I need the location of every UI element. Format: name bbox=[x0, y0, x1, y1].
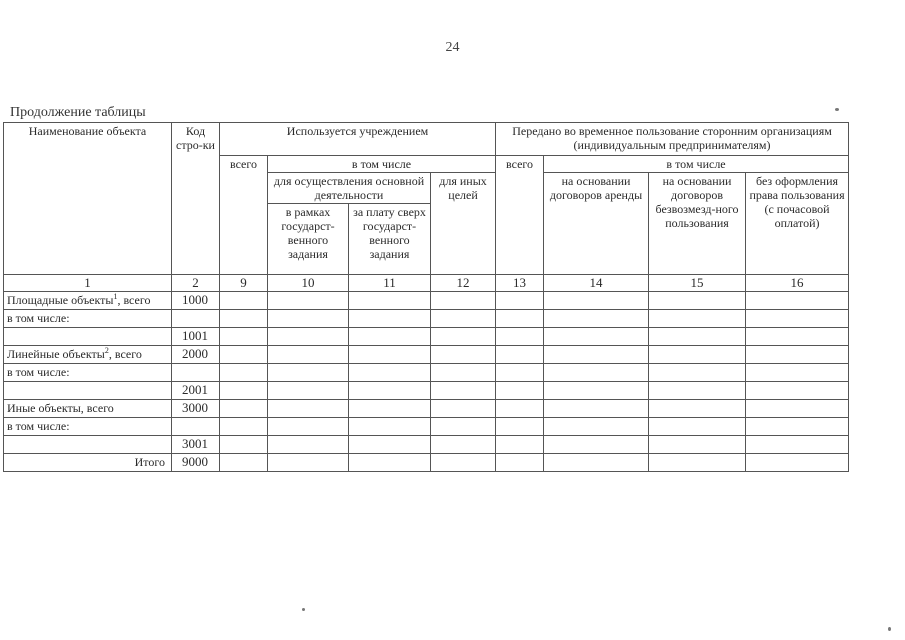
value-cell bbox=[544, 310, 649, 328]
value-cell bbox=[431, 346, 496, 364]
value-cell bbox=[496, 454, 544, 472]
header-total-transferred: всего bbox=[496, 156, 544, 275]
table-row bbox=[4, 418, 849, 436]
value-cell bbox=[496, 436, 544, 454]
table-row bbox=[4, 310, 849, 328]
value-cell bbox=[746, 436, 849, 454]
row-code: 3000 bbox=[172, 400, 220, 418]
value-cell bbox=[544, 454, 649, 472]
column-number: 15 bbox=[649, 275, 746, 292]
value-cell bbox=[496, 400, 544, 418]
table-row bbox=[4, 382, 849, 400]
value-cell bbox=[746, 346, 849, 364]
row-name-suffix: , всего bbox=[117, 293, 151, 307]
value-cell bbox=[431, 292, 496, 310]
table-row bbox=[4, 400, 849, 418]
row-name-text: Иные объекты, всего bbox=[7, 401, 114, 415]
header-state-assignment: в рамках государст-венного задания bbox=[268, 204, 349, 275]
scan-speck bbox=[835, 108, 839, 111]
footnote-mark: 1 bbox=[113, 292, 118, 301]
value-cell bbox=[268, 310, 349, 328]
scan-speck bbox=[302, 608, 305, 611]
row-name-text: Линейные объекты bbox=[7, 347, 105, 361]
value-cell bbox=[649, 382, 746, 400]
value-cell bbox=[544, 436, 649, 454]
report-table bbox=[3, 122, 849, 472]
header-including-transferred: в том числе bbox=[544, 156, 849, 173]
value-cell bbox=[220, 436, 268, 454]
value-cell bbox=[220, 310, 268, 328]
value-cell bbox=[544, 400, 649, 418]
header-code: Код стро-ки bbox=[172, 123, 220, 275]
header-used-by-institution: Используется учреждением bbox=[220, 123, 496, 156]
value-cell bbox=[349, 400, 431, 418]
value-cell bbox=[649, 328, 746, 346]
row-code bbox=[172, 310, 220, 328]
row-name bbox=[4, 364, 172, 382]
value-cell bbox=[268, 292, 349, 310]
row-code: 1000 bbox=[172, 292, 220, 310]
row-name bbox=[4, 292, 172, 310]
row-name-text: Площадные объекты bbox=[7, 293, 114, 307]
page-number: 24 bbox=[445, 40, 460, 55]
column-number: 14 bbox=[544, 275, 649, 292]
value-cell bbox=[220, 328, 268, 346]
value-cell bbox=[544, 292, 649, 310]
value-cell bbox=[431, 418, 496, 436]
table-row bbox=[4, 292, 849, 310]
value-cell bbox=[349, 418, 431, 436]
row-name-text: Итого bbox=[134, 455, 165, 469]
value-cell bbox=[496, 364, 544, 382]
row-name bbox=[4, 310, 172, 328]
value-cell bbox=[220, 346, 268, 364]
table-body bbox=[4, 292, 849, 472]
value-cell bbox=[544, 418, 649, 436]
header-total-used: всего bbox=[220, 156, 268, 275]
value-cell bbox=[649, 436, 746, 454]
footnote-mark: 2 bbox=[104, 346, 109, 355]
row-name bbox=[4, 436, 172, 454]
value-cell bbox=[746, 454, 849, 472]
value-cell bbox=[496, 382, 544, 400]
value-cell bbox=[268, 364, 349, 382]
header-free-use: на основании договоров безвозмезд-ного пользования bbox=[649, 173, 746, 275]
value-cell bbox=[220, 382, 268, 400]
value-cell bbox=[349, 382, 431, 400]
row-code bbox=[172, 418, 220, 436]
column-number-row bbox=[4, 275, 849, 292]
value-cell bbox=[746, 400, 849, 418]
value-cell bbox=[431, 436, 496, 454]
column-number: 9 bbox=[220, 275, 268, 292]
table-row bbox=[4, 436, 849, 454]
value-cell bbox=[268, 346, 349, 364]
value-cell bbox=[746, 364, 849, 382]
header-main-activity: для осуществления основной деятельности bbox=[268, 173, 431, 204]
value-cell bbox=[349, 310, 431, 328]
value-cell bbox=[544, 382, 649, 400]
row-name bbox=[4, 418, 172, 436]
row-name-suffix: , всего bbox=[108, 347, 142, 361]
row-code: 2000 bbox=[172, 346, 220, 364]
value-cell bbox=[431, 364, 496, 382]
column-number: 1 bbox=[4, 275, 172, 292]
value-cell bbox=[431, 310, 496, 328]
value-cell bbox=[496, 328, 544, 346]
header-lease: на основании договоров аренды bbox=[544, 173, 649, 275]
row-code: 1001 bbox=[172, 328, 220, 346]
header-transferred: Передано во временное пользование сторонним организациям (индивидуальным предпринимателям) bbox=[496, 123, 849, 156]
value-cell bbox=[544, 364, 649, 382]
row-name bbox=[4, 400, 172, 418]
value-cell bbox=[431, 382, 496, 400]
value-cell bbox=[649, 364, 746, 382]
row-name bbox=[4, 382, 172, 400]
value-cell bbox=[220, 418, 268, 436]
value-cell bbox=[746, 418, 849, 436]
row-code: 3001 bbox=[172, 436, 220, 454]
value-cell bbox=[268, 400, 349, 418]
value-cell bbox=[431, 400, 496, 418]
header-other-purposes: для иных целей bbox=[431, 173, 496, 275]
column-number: 11 bbox=[349, 275, 431, 292]
total-row bbox=[4, 454, 849, 472]
value-cell bbox=[544, 328, 649, 346]
value-cell bbox=[746, 292, 849, 310]
value-cell bbox=[220, 400, 268, 418]
value-cell bbox=[268, 418, 349, 436]
value-cell bbox=[746, 382, 849, 400]
value-cell bbox=[431, 328, 496, 346]
table-row bbox=[4, 364, 849, 382]
row-name-text: в том числе: bbox=[7, 419, 70, 433]
value-cell bbox=[349, 346, 431, 364]
table-caption: Продолжение таблицы bbox=[10, 105, 146, 120]
scan-speck bbox=[888, 627, 891, 631]
column-number: 16 bbox=[746, 275, 849, 292]
value-cell bbox=[649, 292, 746, 310]
table-row bbox=[4, 346, 849, 364]
value-cell bbox=[649, 454, 746, 472]
value-cell bbox=[268, 436, 349, 454]
value-cell bbox=[649, 418, 746, 436]
table-row bbox=[4, 328, 849, 346]
value-cell bbox=[349, 454, 431, 472]
value-cell bbox=[268, 382, 349, 400]
value-cell bbox=[268, 328, 349, 346]
column-number: 2 bbox=[172, 275, 220, 292]
header-name: Наименование объекта bbox=[4, 123, 172, 275]
value-cell bbox=[496, 292, 544, 310]
value-cell bbox=[649, 310, 746, 328]
value-cell bbox=[544, 346, 649, 364]
value-cell bbox=[349, 328, 431, 346]
row-name-text: в том числе: bbox=[7, 311, 70, 325]
value-cell bbox=[649, 346, 746, 364]
value-cell bbox=[746, 310, 849, 328]
value-cell bbox=[220, 454, 268, 472]
header-no-right: без оформления права пользования (с почасовой оплатой) bbox=[746, 173, 849, 275]
column-number: 12 bbox=[431, 275, 496, 292]
row-name bbox=[4, 346, 172, 364]
value-cell bbox=[349, 292, 431, 310]
row-code: 9000 bbox=[172, 454, 220, 472]
value-cell bbox=[431, 454, 496, 472]
value-cell bbox=[349, 364, 431, 382]
column-number: 10 bbox=[268, 275, 349, 292]
value-cell bbox=[349, 436, 431, 454]
row-name bbox=[4, 328, 172, 346]
row-code bbox=[172, 364, 220, 382]
value-cell bbox=[220, 364, 268, 382]
column-number: 13 bbox=[496, 275, 544, 292]
value-cell bbox=[496, 418, 544, 436]
value-cell bbox=[268, 454, 349, 472]
value-cell bbox=[496, 346, 544, 364]
row-name bbox=[4, 454, 172, 472]
header-including-used: в том числе bbox=[268, 156, 496, 173]
value-cell bbox=[649, 400, 746, 418]
row-code: 2001 bbox=[172, 382, 220, 400]
header-paid-over-assignment: за плату сверх государст-венного задания bbox=[349, 204, 431, 275]
value-cell bbox=[220, 292, 268, 310]
value-cell bbox=[496, 310, 544, 328]
row-name-text: в том числе: bbox=[7, 365, 70, 379]
value-cell bbox=[746, 328, 849, 346]
